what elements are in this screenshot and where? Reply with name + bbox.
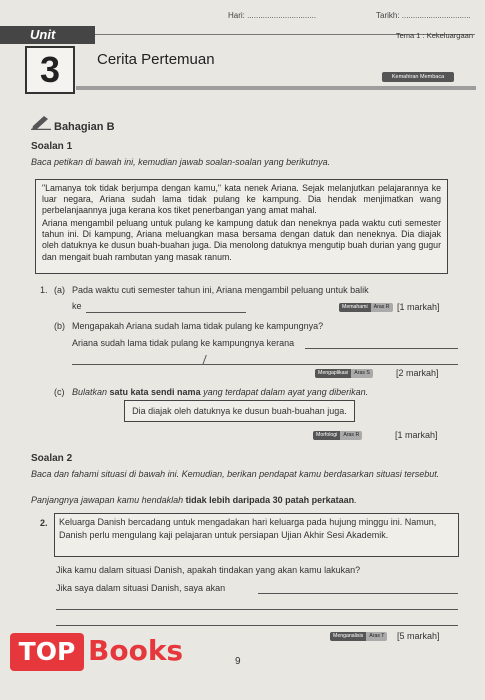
situation-box: Keluarga Danish bercadang untuk mengadakan hari keluarga pada hujung minggu ini. Namun, Danish perlu mengulang kaji pelajaran untuk persiapan Ujian Akhir Sesi Akademik. [54, 513, 459, 557]
question-1b-text: Mengapakah Ariana sudah lama tidak pulang ke kampungnya? [72, 321, 324, 331]
skill-badge-skill: Menganalisis [330, 632, 366, 641]
question-1a-text-cont: ke [72, 301, 82, 311]
answer-line-1a[interactable] [86, 312, 246, 313]
markah-label: [1 markah] [397, 302, 440, 312]
soalan2-word-limit [31, 495, 357, 505]
question-1a-label: (a) [54, 285, 65, 295]
page-title: Cerita Pertemuan [97, 51, 215, 68]
page-number: 9 [235, 656, 241, 667]
skill-badge-level: Aras S [351, 369, 373, 378]
skill-badge [330, 632, 387, 641]
question-1c-label: (c) [54, 387, 65, 397]
sentence-box[interactable]: Dia diajak oleh datuknya ke dusun buah-buahan juga. [124, 400, 355, 422]
passage-paragraph: "Lamanya tok tidak berjumpa dengan kamu," kata nenek Ariana. Sejak melanjutkan pelajarannya ke luar negara, Ariana sudah lama tidak pulang ke kampung. Dia hendak menjimatkan wang perbelanjaannya juga kerana kos tiket penerbangan yang amat mahal. [42, 183, 441, 216]
word-limit-bold: tidak lebih daripada 30 patah perkataan [185, 495, 355, 505]
word-limit-part: . [354, 495, 357, 505]
topbooks-logo-text: Books [88, 634, 184, 667]
question-1b-label: (b) [54, 321, 65, 331]
skill-badge-level: Aras R [371, 303, 393, 312]
passage-paragraph: Ariana mengambil peluang untuk pulang ke kampung datuk dan neneknya pada waktu cuti semester tahun ini. Di kampung, Ariana meluangkan masa bersama dengan datuk dan neneknya. Dia diajak oleh datuknya ke dusun buah-buahan juga. Dia menolong datuknya mengutip buah durian yang gugur dan mengait buah rambutan yang masak ranum. [42, 218, 441, 262]
unit-label: Unit [0, 26, 95, 44]
question-1c-text-part: Bulatkan [72, 387, 110, 397]
skill-badge-skill: Morfologi [313, 431, 340, 440]
skill-badge [313, 431, 362, 440]
tema-label: Tema 1 : Kekeluargaan [395, 31, 473, 40]
question-1c-text-bold: satu kata sendi nama [109, 387, 201, 397]
soalan2-heading: Soalan 2 [31, 453, 73, 464]
answer-line-2[interactable] [56, 609, 458, 610]
question-1a-text: Pada waktu cuti semester tahun ini, Ariana mengambil peluang untuk balik [72, 285, 369, 295]
answer-line-1b[interactable] [72, 364, 458, 365]
soalan1-instruction: Baca petikan di bawah ini, kemudian jawab soalan-soalan yang berikutnya. [31, 157, 331, 167]
section-heading: Bahagian B [54, 121, 115, 133]
question-1c-text-part: yang terdapat dalam ayat yang diberikan. [200, 387, 369, 397]
hari-field: Hari: ............................... [228, 11, 317, 20]
question-2-text: Jika kamu dalam situasi Danish, apakah tindakan yang akan kamu lakukan? [56, 565, 361, 575]
markah-label: [1 markah] [395, 430, 438, 440]
skill-badge-skill: Mengaplikasi [315, 369, 351, 378]
topbooks-logo: TOP [10, 633, 84, 671]
unit-number: 3 [25, 46, 75, 94]
skill-badge-level: Aras R [340, 431, 362, 440]
tarikh-field: Tarikh: ............................... [376, 11, 471, 20]
soalan2-instruction: Baca dan fahami situasi di bawah ini. Kemudian, berikan pendapat kamu berdasarkan situasi tersebut. [31, 469, 440, 479]
skill-badge [339, 303, 393, 312]
passage-box [35, 179, 448, 274]
question-2-number: 2. [40, 518, 48, 528]
skill-badge-skill: Memahami [339, 303, 371, 312]
question-1-number: 1. [40, 285, 48, 295]
markah-label: [5 markah] [397, 631, 440, 641]
word-limit-part: Panjangnya jawapan kamu hendaklah [31, 495, 186, 505]
question-2-answer-start: Jika saya dalam situasi Danish, saya akan [56, 583, 226, 593]
answer-line-2[interactable] [56, 625, 458, 626]
skill-badge [315, 369, 373, 378]
answer-line-2[interactable] [258, 593, 458, 594]
markah-label: [2 markah] [396, 368, 439, 378]
skill-badge-level: Aras T [366, 632, 387, 641]
answer-line-1b[interactable] [305, 348, 458, 349]
soalan1-heading: Soalan 1 [31, 141, 73, 152]
kemahiran-badge: Kemahiran Membaca [382, 72, 454, 82]
question-1c-text [72, 387, 368, 397]
question-1b-answer-start: Ariana sudah lama tidak pulang ke kampungnya kerana [72, 338, 295, 348]
pencil-icon [31, 114, 51, 133]
title-rule [76, 86, 476, 90]
